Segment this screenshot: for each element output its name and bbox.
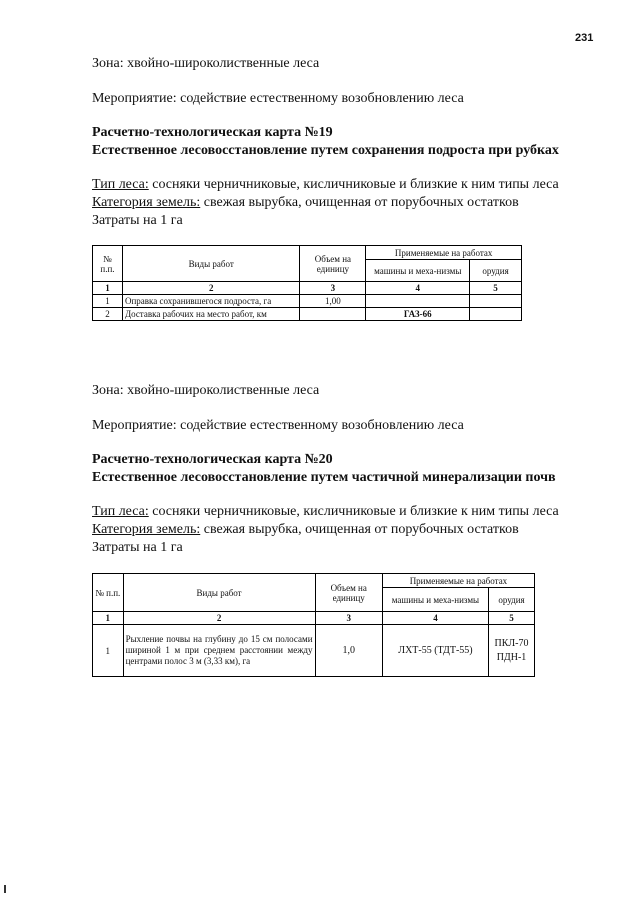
column-index: 1	[93, 612, 124, 625]
column-index: 5	[489, 612, 535, 625]
column-index: 3	[300, 282, 366, 295]
header-num: № п.п.	[93, 574, 124, 612]
land-category-label: Категория земель:	[92, 195, 201, 210]
forest-type-line	[92, 177, 559, 193]
header-applied: Применяемые на работах	[382, 574, 534, 588]
column-index: 1	[93, 282, 123, 295]
work-table-2	[92, 573, 535, 677]
row-volume: 1,00	[300, 295, 366, 308]
card-subtitle: Естественное лесовосстановление путем частичной минерализации почв	[92, 470, 556, 485]
land-category-label: Категория земель:	[92, 522, 201, 537]
work-table-1	[92, 245, 522, 321]
header-tools: орудия	[489, 588, 535, 612]
row-num: 1	[93, 295, 123, 308]
row-num: 2	[93, 308, 123, 321]
zone-text: Зона: хвойно-широколиственные леса	[92, 56, 320, 71]
land-category-line	[92, 522, 519, 538]
column-index: 5	[470, 282, 522, 295]
row-work: Доставка рабочих на место работ, км	[122, 308, 300, 321]
column-index: 2	[122, 282, 300, 295]
table-row	[93, 295, 522, 308]
column-index: 4	[366, 282, 470, 295]
row-volume	[300, 308, 366, 321]
card-title: Расчетно-технологическая карта №19	[92, 125, 333, 140]
row-machines	[366, 295, 470, 308]
forest-type-value: сосняки черничниковые, кисличниковые и близкие к ним типы леса	[148, 504, 559, 519]
card-title: Расчетно-технологическая карта №20	[92, 452, 333, 467]
land-category-value: свежая вырубка, очищенная от порубочных остатков	[200, 522, 519, 537]
table-row	[93, 308, 522, 321]
table-row	[93, 625, 535, 677]
page-number: 231	[575, 32, 594, 44]
header-machines: машины и меха-низмы	[382, 588, 488, 612]
tool-name: ПКЛ-70	[494, 637, 529, 649]
header-volume: Объем на единицу	[300, 246, 366, 282]
row-tools	[470, 295, 522, 308]
forest-type-line	[92, 504, 559, 520]
row-work: Оправка сохранившегося подроста, га	[122, 295, 300, 308]
row-work: Рыхление почвы на глубину до 15 см полосами шириной 1 м при среднем расстоянии между центрами полос 3 м (3,33 км), га	[123, 625, 315, 677]
costs-text: Затраты на 1 га	[92, 213, 183, 228]
land-category-value: свежая вырубка, очищенная от порубочных остатков	[200, 195, 519, 210]
row-tools	[470, 308, 522, 321]
measure-text: Мероприятие: содействие естественному возобновлению леса	[92, 91, 464, 106]
header-machines: машины и меха-низмы	[366, 260, 470, 282]
row-machines: ЛХТ-55 (ТДТ-55)	[382, 625, 488, 677]
column-index: 2	[123, 612, 315, 625]
costs-text: Затраты на 1 га	[92, 540, 183, 555]
scan-mark	[4, 885, 6, 893]
row-machines: ГАЗ-66	[366, 308, 470, 321]
forest-type-label: Тип леса:	[92, 177, 149, 192]
header-work: Виды работ	[123, 574, 315, 612]
measure-text: Мероприятие: содействие естественному возобновлению леса	[92, 418, 464, 433]
forest-type-value: сосняки черничниковые, кисличниковые и близкие к ним типы леса	[148, 177, 559, 192]
land-category-line	[92, 195, 519, 211]
forest-type-label: Тип леса:	[92, 504, 149, 519]
card-subtitle: Естественное лесовосстановление путем сохранения подроста при рубках	[92, 143, 559, 158]
row-volume: 1,0	[315, 625, 382, 677]
zone-text: Зона: хвойно-широколиственные леса	[92, 383, 320, 398]
column-index: 3	[315, 612, 382, 625]
header-work: Виды работ	[122, 246, 300, 282]
row-tools	[489, 625, 535, 677]
header-tools: орудия	[470, 260, 522, 282]
column-index: 4	[382, 612, 488, 625]
row-num: 1	[93, 625, 124, 677]
header-applied: Применяемые на работах	[366, 246, 522, 260]
tool-name: ПДН-1	[496, 651, 527, 663]
header-num: № п.п.	[93, 246, 123, 282]
header-volume: Объем на единицу	[315, 574, 382, 612]
